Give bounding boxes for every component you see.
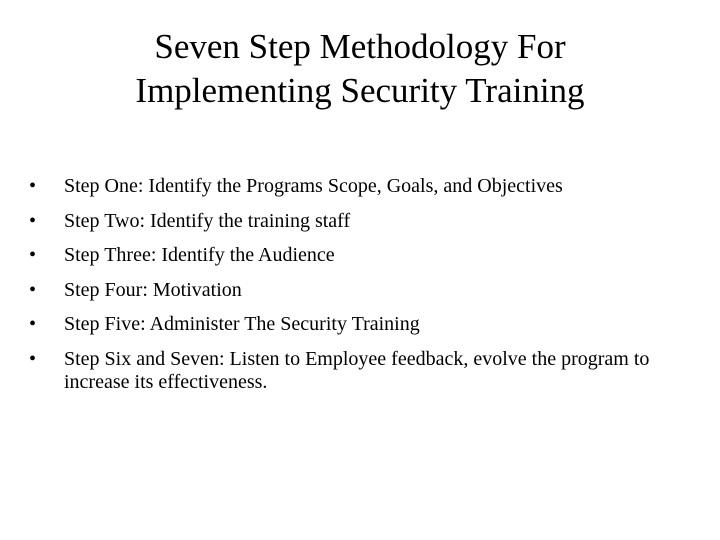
bullet-text: Step Five: Administer The Security Training xyxy=(64,313,420,335)
bullet-icon: • xyxy=(29,244,37,266)
bullet-text: Step Two: Identify the training staff xyxy=(64,209,351,232)
bullet-list xyxy=(29,175,689,405)
bullet-item-step-three xyxy=(29,244,689,267)
bullet-text: Step Three: Identify the Audience xyxy=(64,244,335,266)
slide-title-line-1: Seven Step Methodology For xyxy=(154,27,566,66)
bullet-text: Step Four: Motivation xyxy=(64,278,242,301)
bullet-item-step-one xyxy=(29,175,689,198)
bullet-icon: • xyxy=(29,278,37,301)
bullet-icon: • xyxy=(29,209,37,232)
bullet-text: Step One: Identify the Programs Scope, Goals, and Objectives xyxy=(64,175,563,197)
bullet-item-step-four xyxy=(29,279,689,302)
slide-title xyxy=(60,25,660,113)
slide-title-line-2: Implementing Security Training xyxy=(135,71,585,110)
bullet-text: Step Six and Seven: Listen to Employee feedback, evolve the program to increase its effectiveness. xyxy=(64,347,650,393)
bullet-item-step-five xyxy=(29,313,689,336)
bullet-item-step-six-seven xyxy=(29,348,689,394)
bullet-icon: • xyxy=(29,313,37,335)
bullet-icon: • xyxy=(29,347,37,370)
bullet-item-step-two xyxy=(29,210,689,233)
bullet-icon: • xyxy=(29,175,37,197)
